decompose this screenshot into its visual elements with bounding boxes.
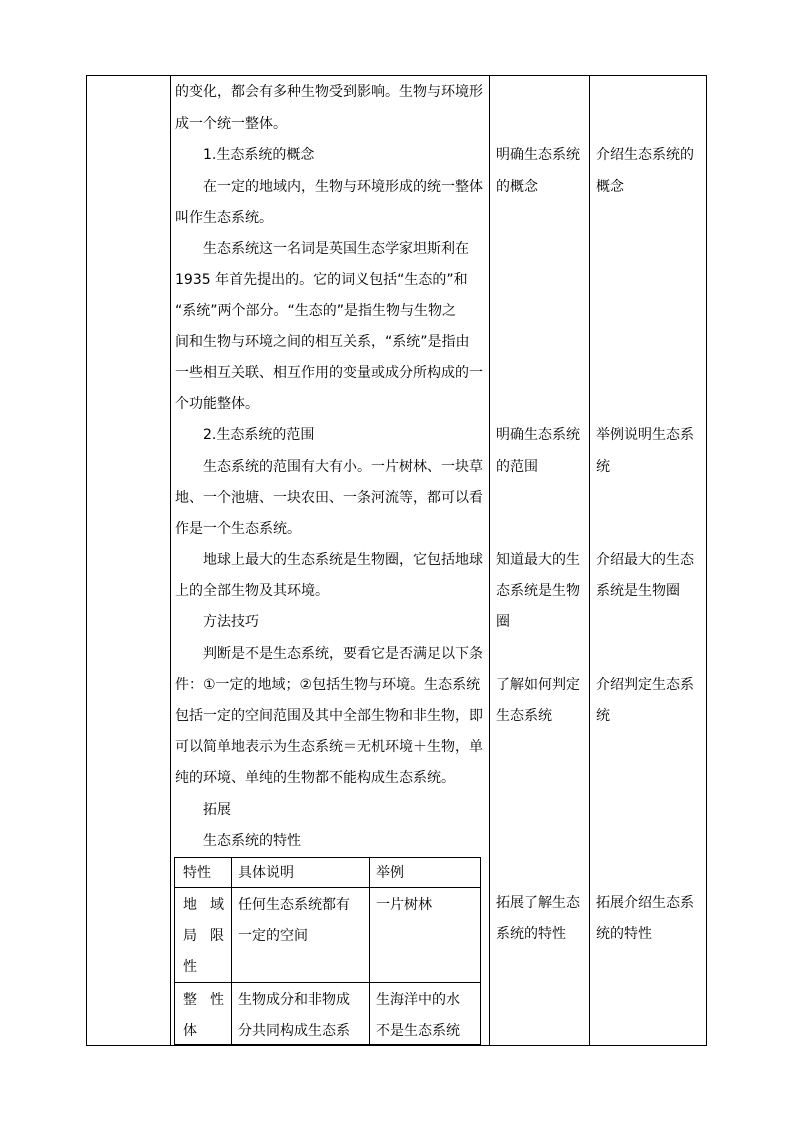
teacher-activity-line: 介绍判定生态系 [596,677,694,693]
paragraph-line: 1935 年首先提出的。它的词义包括“生态的”和 [175,272,468,288]
example-cell-line: 生海洋中的水 [376,992,460,1008]
description-cell-line: 生物成分和非物成 [238,992,350,1008]
feature-cell-line: 整 性 [183,992,224,1008]
teacher-activity-line: 拓展介绍生态系 [596,895,694,911]
objective-line: 圈 [496,614,510,630]
table-header: 举例 [376,865,404,881]
example-cell-line: 一片树林 [376,897,432,913]
paragraph-line: 判断是不是生态系统，要看它是否满足以下条 [203,646,483,662]
example-cell-line: 不是生态系统 [376,1023,460,1039]
column-divider [589,76,590,1045]
feature-cell-line: 性 [183,959,197,975]
paragraph-line: 一些相互关联、相互作用的变量或成分所构成的一 [175,365,483,381]
table-header: 具体说明 [238,865,294,881]
objective-line: 了解如何判定 [496,677,580,693]
objective-line: 系统的特性 [496,926,566,942]
description-cell-line: 一定的空间 [238,928,308,944]
paragraph-line: 在一定的地域内，生物与环境形成的统一整体 [203,179,483,195]
objective-line: 明确生态系统 [496,427,580,443]
paragraph-line: 间和生物与环境之间的相互关系，“系统”是指由 [175,334,470,350]
teacher-activity-line: 统 [596,459,610,475]
table-header: 特性 [183,865,211,881]
table-divider [175,887,480,888]
objective-line: 态系统是生物 [496,583,580,599]
teacher-activity-line: 概念 [596,179,624,195]
paragraph-line: 上的全部生物及其环境。 [175,583,329,599]
paragraph-line: 地、一个池塘、一块农田、一条河流等，都可以看 [175,490,483,506]
paragraph-line: 生态系统的范围有大有小。一片树林、一块草 [203,459,483,475]
paragraph-line: 包括一定的空间范围及其中全部生物和非生物，即 [175,708,483,724]
paragraph-line: 成一个统一整体。 [175,116,287,132]
paragraph-line: 作是一个生态系统。 [175,521,301,537]
feature-cell-line: 体 [183,1023,197,1039]
paragraph-line: 纯的环境、单纯的生物都不能构成生态系统。 [175,770,455,786]
paragraph-line: 可以简单地表示为生态系统＝无机环境＋生物，单 [175,739,483,755]
paragraph-line: 件：①一定的地域；②包括生物与环境。生态系统 [175,677,481,693]
teacher-activity-line: 统 [596,708,610,724]
paragraph-line: 生态系统这一名词是英国生态学家坦斯利在 [203,241,469,257]
feature-cell-line: 地 域 [183,897,224,913]
section-heading: 拓展 [203,802,231,818]
section-heading: 方法技巧 [203,614,259,630]
table-divider [231,858,232,1044]
feature-cell-line: 局 限 [183,928,224,944]
table-divider [369,858,370,1044]
paragraph-line: 个功能整体。 [175,396,259,412]
teacher-activity-line: 系统是生物圈 [596,583,680,599]
features-table [174,857,481,1045]
section-heading: 生态系统的特性 [203,833,301,849]
section-heading: 1.生态系统的概念 [203,147,315,163]
description-cell-line: 任何生态系统都有 [238,897,350,913]
description-cell-line: 分共同构成生态系 [238,1023,350,1039]
paragraph-line: 叫作生态系统。 [175,210,273,226]
objective-line: 拓展了解生态 [496,895,580,911]
paragraph-line: 地球上最大的生态系统是生物圈，它包括地球 [203,552,483,568]
objective-line: 的概念 [496,179,538,195]
teacher-activity-line: 介绍生态系统的 [596,147,694,163]
column-divider [489,76,490,1045]
section-heading: 2.生态系统的范围 [203,427,315,443]
paragraph-line: “系统”两个部分。“生态的”是指生物与生物之 [175,303,457,319]
objective-line: 的范围 [496,459,538,475]
objective-line: 知道最大的生 [496,552,580,568]
table-divider [175,982,480,983]
column-divider [170,76,171,1045]
paragraph-line: 的变化，都会有多种生物受到影响。生物与环境形 [175,84,483,100]
teacher-activity-line: 举例说明生态系 [596,427,694,443]
teacher-activity-line: 介绍最大的生态 [596,552,694,568]
teacher-activity-line: 统的特性 [596,926,652,942]
objective-line: 生态系统 [496,708,552,724]
objective-line: 明确生态系统 [496,147,580,163]
